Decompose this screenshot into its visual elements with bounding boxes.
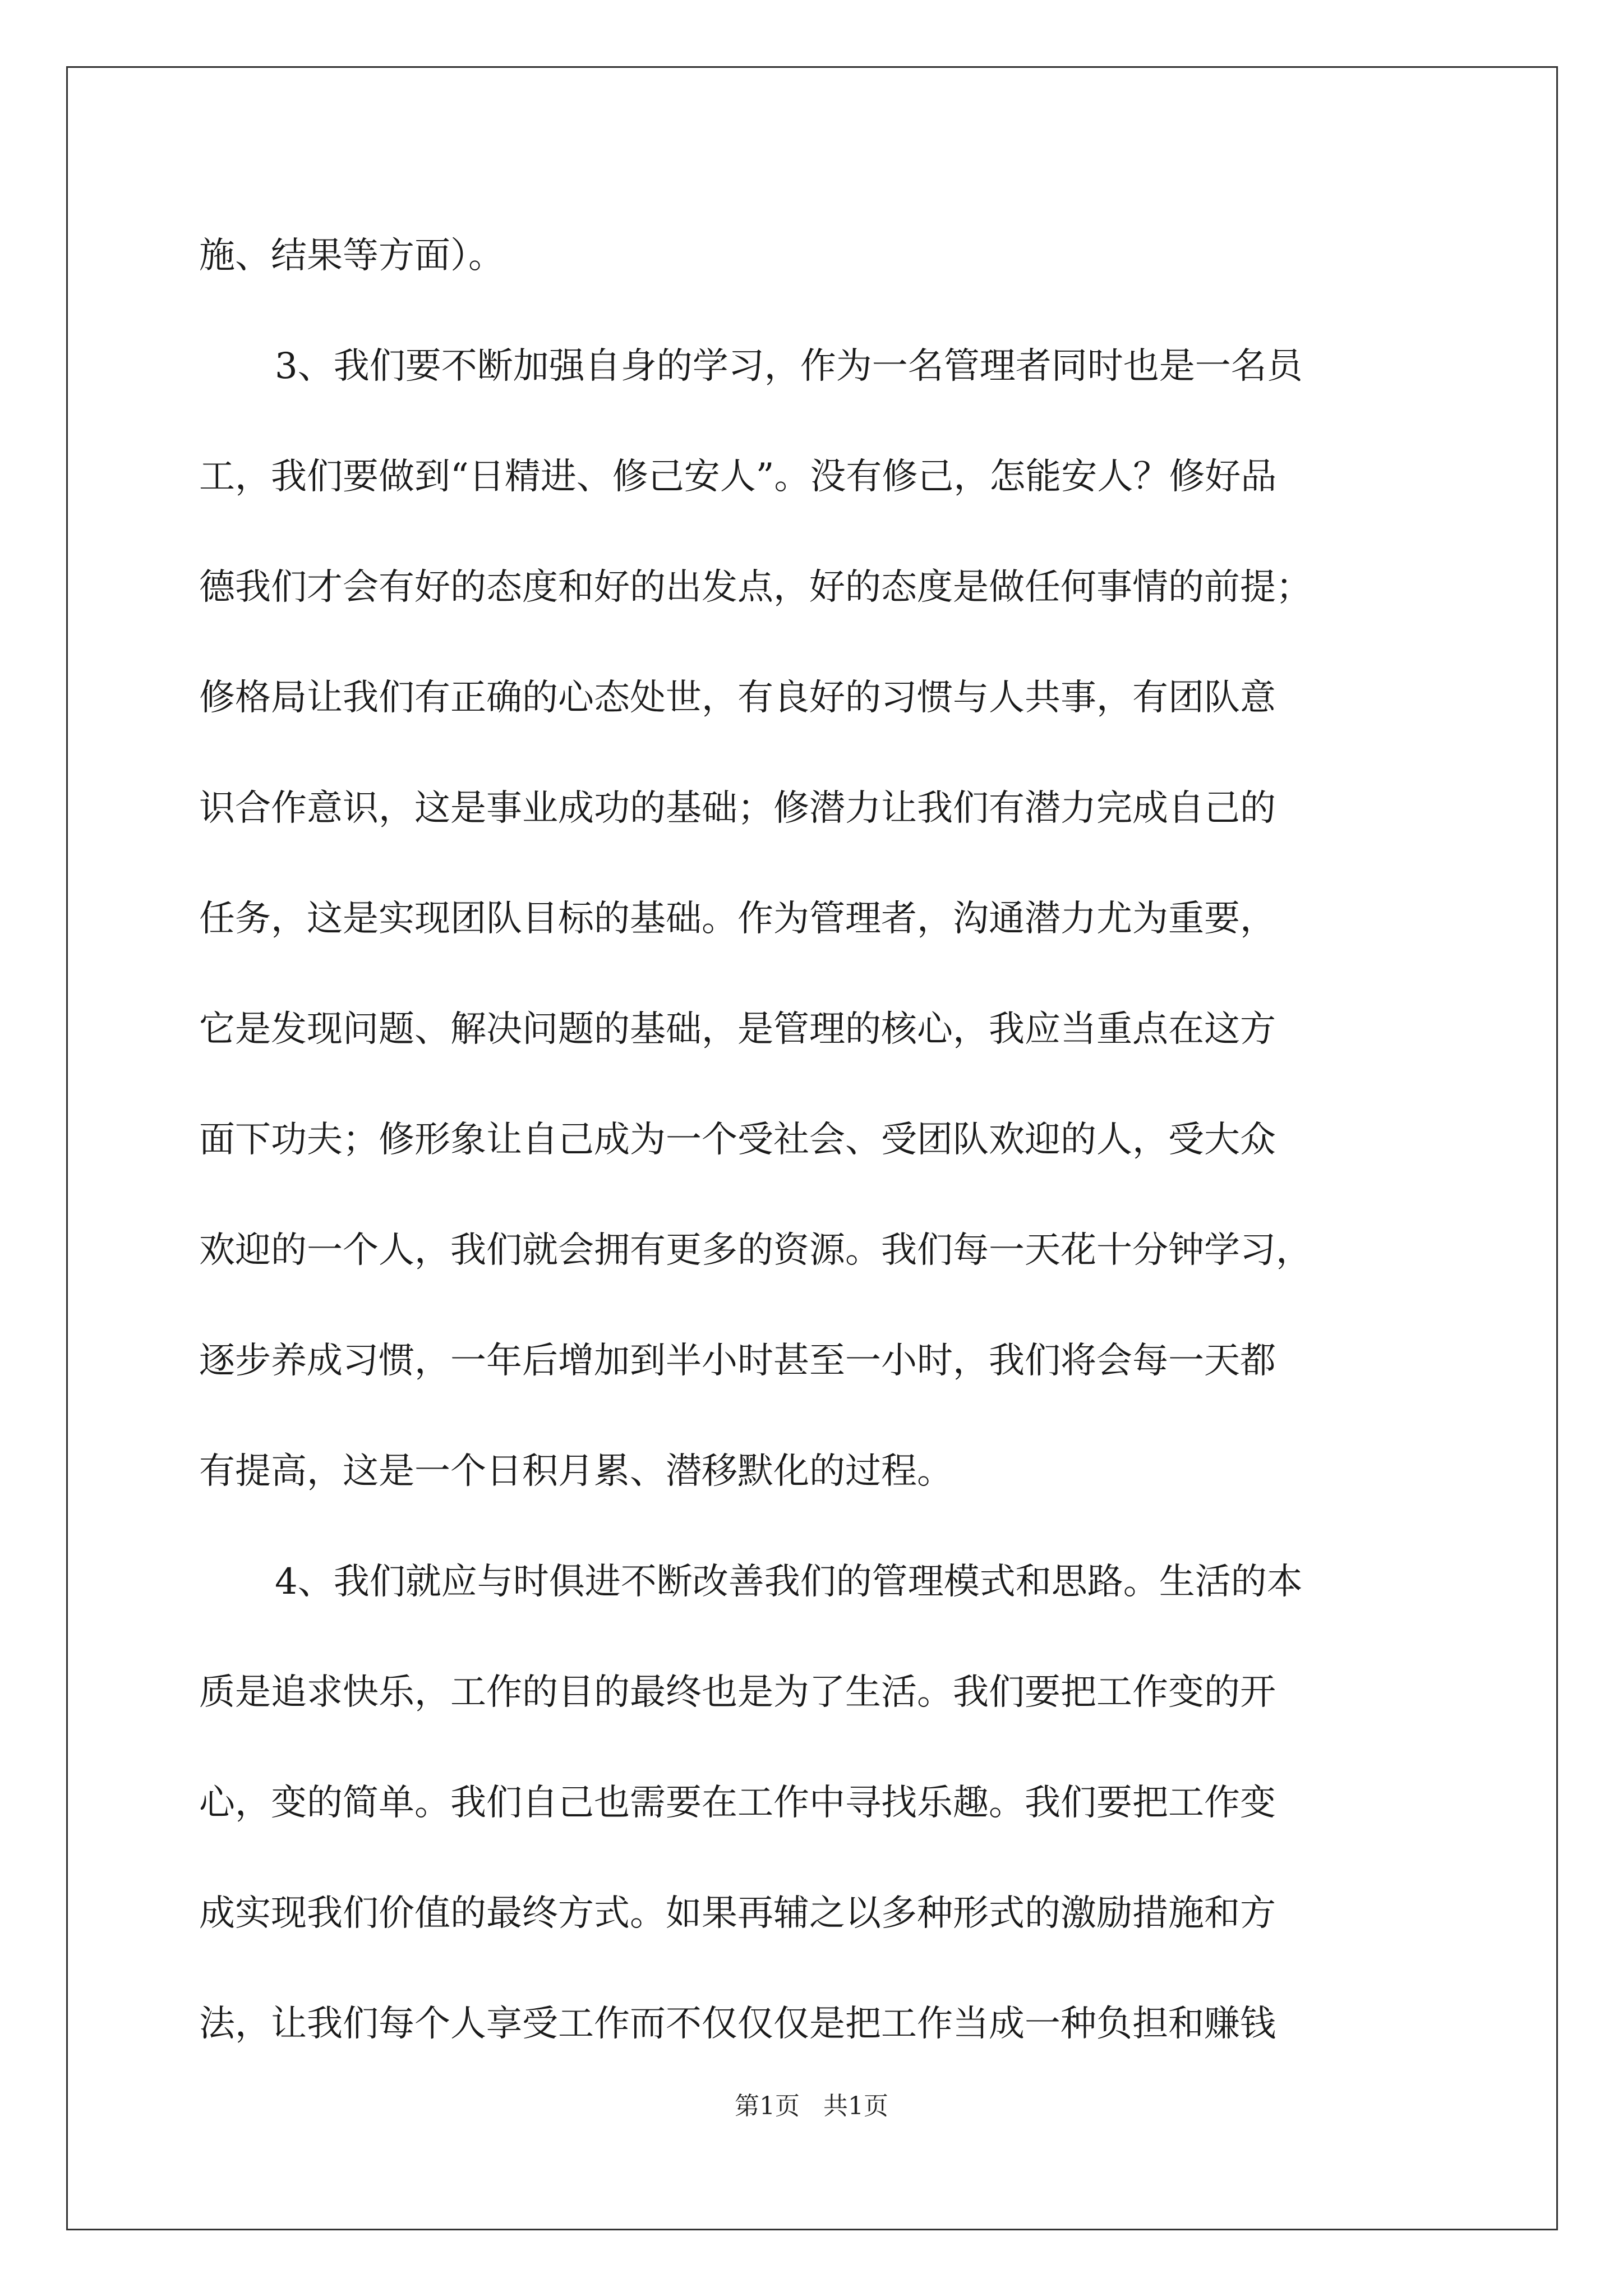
text-line: 逐步养成习惯，一年后增加到半小时甚至一小时，我们将会每一天都 xyxy=(199,1340,1276,1382)
text-line: 识合作意识，这是事业成功的基础；修潜力让我们有潜力完成自己的 xyxy=(199,788,1276,829)
text-line: 它是发现问题、解决问题的基础，是管理的核心，我应当重点在这方 xyxy=(199,1009,1276,1050)
text-line: 成实现我们价值的最终方式。如果再辅之以多种形式的激励措施和方 xyxy=(199,1893,1276,1934)
text-line: 4、我们就应与时俱进不断改善我们的管理模式和思路。生活的本 xyxy=(275,1561,1303,1603)
text-line: 德我们才会有好的态度和好的出发点，好的态度是做任何事情的前提； xyxy=(199,567,1312,608)
text-line: 欢迎的一个人，我们就会拥有更多的资源。我们每一天花十分钟学习， xyxy=(199,1230,1312,1271)
text-line: 质是追求快乐，工作的目的最终也是为了生活。我们要把工作变的开 xyxy=(199,1672,1276,1713)
text-line: 工，我们要做到“日精进、修己安人”。没有修己，怎能安人？修好品 xyxy=(199,456,1277,498)
text-line: 任务，这是实现团队目标的基础。作为管理者，沟通潜力尤为重要， xyxy=(199,898,1276,940)
text-line: 施、结果等方面）。 xyxy=(199,235,504,277)
text-line: 有提高，这是一个日积月累、潜移默化的过程。 xyxy=(199,1451,953,1492)
text-line: 法，让我们每个人享受工作而不仅仅仅是把工作当成一种负担和赚钱 xyxy=(199,2003,1276,2045)
text-line: 3、我们要不断加强自身的学习，作为一名管理者同时也是一名员 xyxy=(275,346,1303,387)
text-line: 修格局让我们有正确的心态处世，有良好的习惯与人共事，有团队意 xyxy=(199,677,1276,719)
text-line: 心，变的简单。我们自己也需要在工作中寻找乐趣。我们要把工作变 xyxy=(199,1782,1276,1824)
page-footer: 第1页 共1页 xyxy=(735,2092,888,2120)
text-line: 面下功夫；修形象让自己成为一个受社会、受团队欢迎的人，受大众 xyxy=(199,1119,1276,1161)
document-body xyxy=(199,201,1444,2079)
